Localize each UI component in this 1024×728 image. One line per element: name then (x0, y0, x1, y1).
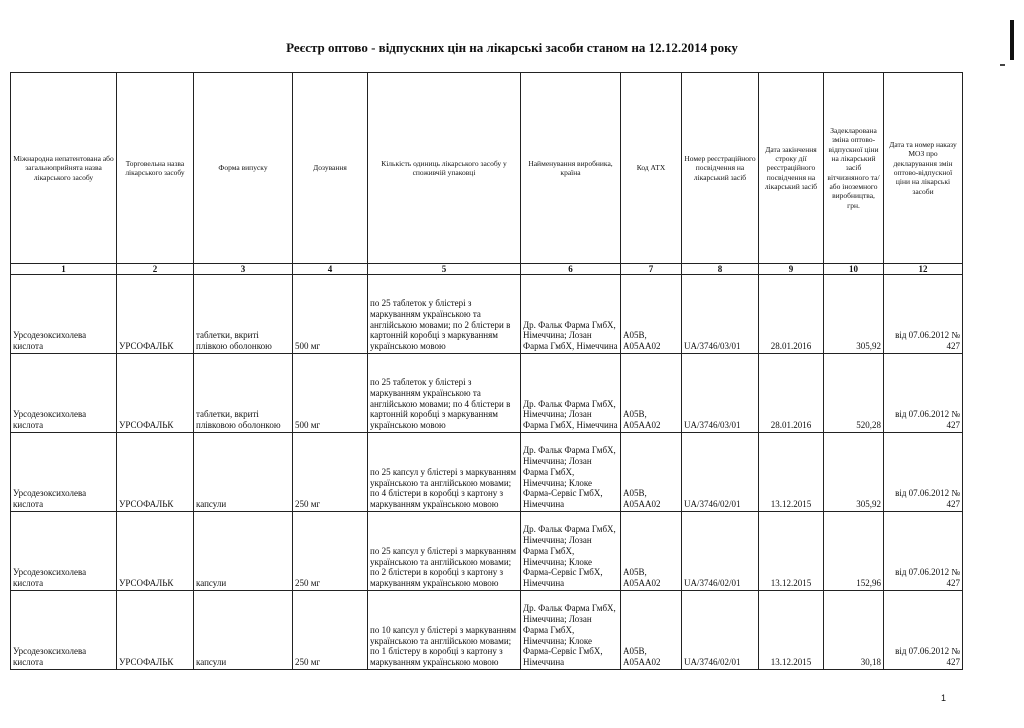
cell-expiry-date: 13.12.2015 (759, 433, 824, 512)
price-registry-table (10, 72, 963, 670)
cell-expiry-date: 28.01.2016 (759, 275, 824, 354)
scan-artifact (1000, 64, 1005, 66)
cell-atc-code: A05B, A05AA02 (621, 433, 682, 512)
cell-price: 305,92 (824, 433, 884, 512)
header-quantity: Кількість одиниць лікарського засобу у споживчій упаковці (368, 73, 521, 264)
cell-form: капсули (194, 591, 293, 670)
cell-quantity: по 25 таблеток у блістері з маркуванням українською та англійською мовами; по 2 блістери в картонній коробці з маркуванням українською мовою (368, 275, 521, 354)
cell-price: 305,92 (824, 275, 884, 354)
header-expiry-date: Дата закінчення строку дії реєстраційного посвідчення на лікарський засіб (759, 73, 824, 264)
cell-manufacturer: Др. Фальк Фарма ГмбХ, Німеччина; Лозан Фарма ГмбХ, Німеччина (521, 354, 621, 433)
header-inn: Міжнародна непатентована або загальноприйнята назва лікарського засобу (11, 73, 117, 264)
cell-expiry-date: 28.01.2016 (759, 354, 824, 433)
cell-dosage: 250 мг (293, 433, 368, 512)
cell-trade-name: УРСОФАЛЬК (117, 354, 194, 433)
cell-order: від 07.06.2012 № 427 (884, 433, 963, 512)
cell-inn: Урсодезоксихолева кислота (11, 275, 117, 354)
cell-dosage: 500 мг (293, 275, 368, 354)
cell-quantity: по 10 капсул у блістері з маркуванням українською та англійською мовами; по 1 блістеру в коробці з картону з маркуванням українською мовою (368, 591, 521, 670)
cell-atc-code: A05B, A05AA02 (621, 512, 682, 591)
header-form: Форма випуску (194, 73, 293, 264)
cell-trade-name: УРСОФАЛЬК (117, 512, 194, 591)
cell-trade-name: УРСОФАЛЬК (117, 433, 194, 512)
page-number: 1 (940, 693, 946, 703)
cell-order: від 07.06.2012 № 427 (884, 354, 963, 433)
column-number: 1 (11, 264, 117, 275)
cell-form: таблетки, вкриті плівкою оболонкою (194, 275, 293, 354)
column-number-row (11, 264, 963, 275)
cell-quantity: по 25 капсул у блістері з маркуванням українською та англійською мовами; по 2 блістери в коробці з картону з маркуванням українською мовою (368, 512, 521, 591)
column-number: 10 (824, 264, 884, 275)
cell-registration-number: UA/3746/03/01 (682, 354, 759, 433)
scan-edge-mark (1010, 20, 1014, 60)
table-row (11, 433, 963, 512)
cell-manufacturer: Др. Фальк Фарма ГмбХ, Німеччина; Лозан Фарма ГмбХ, Німеччина; Клоке Фарма-Сервіс ГмбХ, Німеччина (521, 512, 621, 591)
column-number: 9 (759, 264, 824, 275)
column-number: 8 (682, 264, 759, 275)
cell-order: від 07.06.2012 № 427 (884, 275, 963, 354)
cell-registration-number: UA/3746/02/01 (682, 512, 759, 591)
header-trade-name: Торговельна назва лікарського засобу (117, 73, 194, 264)
cell-form: капсули (194, 433, 293, 512)
column-number: 6 (521, 264, 621, 275)
cell-atc-code: A05B, A05AA02 (621, 275, 682, 354)
header-row (11, 73, 963, 264)
cell-atc-code: A05B, A05AA02 (621, 354, 682, 433)
header-registration-number: Номер реєстраційного посвідчення на лікарський засіб (682, 73, 759, 264)
cell-dosage: 250 мг (293, 591, 368, 670)
cell-registration-number: UA/3746/03/01 (682, 275, 759, 354)
cell-manufacturer: Др. Фальк Фарма ГмбХ, Німеччина; Лозан Фарма ГмбХ, Німеччина (521, 275, 621, 354)
cell-quantity: по 25 капсул у блістері з маркуванням українською та англійською мовами; по 4 блістери в коробці з картону з маркуванням українською мовою (368, 433, 521, 512)
column-number: 3 (194, 264, 293, 275)
cell-dosage: 500 мг (293, 354, 368, 433)
header-declared-price: Задекларована зміна оптово-відпускної ціни на лікарський засіб вітчизняного та/або іноземного виробництва, грн. (824, 73, 884, 264)
cell-price: 30,18 (824, 591, 884, 670)
header-atc-code: Код АТХ (621, 73, 682, 264)
column-number: 2 (117, 264, 194, 275)
table-row (11, 354, 963, 433)
cell-atc-code: A05B, A05AA02 (621, 591, 682, 670)
header-manufacturer: Найменування виробника, країна (521, 73, 621, 264)
column-number: 4 (293, 264, 368, 275)
cell-inn: Урсодезоксихолева кислота (11, 433, 117, 512)
cell-inn: Урсодезоксихолева кислота (11, 512, 117, 591)
cell-form: таблетки, вкриті плівковою оболонкою (194, 354, 293, 433)
column-number: 7 (621, 264, 682, 275)
cell-trade-name: УРСОФАЛЬК (117, 275, 194, 354)
document-title: Реєстр оптово - відпускних цін на лікарські засоби станом на 12.12.2014 року (286, 40, 738, 55)
cell-trade-name: УРСОФАЛЬК (117, 591, 194, 670)
cell-registration-number: UA/3746/02/01 (682, 591, 759, 670)
cell-inn: Урсодезоксихолева кислота (11, 354, 117, 433)
header-order: Дата та номер наказу МОЗ про декларування змін оптово-відпускної ціни на лікарські засоби (884, 73, 963, 264)
header-dosage: Дозування (293, 73, 368, 264)
cell-manufacturer: Др. Фальк Фарма ГмбХ, Німеччина; Лозан Фарма ГмбХ, Німеччина; Клоке Фарма-Сервіс ГмбХ, Німеччина (521, 591, 621, 670)
cell-quantity: по 25 таблеток у блістері з маркуванням українською та англійською мовами; по 4 блістери в картонній коробці з маркуванням українською мовою (368, 354, 521, 433)
cell-inn: Урсодезоксихолева кислота (11, 591, 117, 670)
column-number: 12 (884, 264, 963, 275)
cell-expiry-date: 13.12.2015 (759, 591, 824, 670)
cell-order: від 07.06.2012 № 427 (884, 512, 963, 591)
table-row (11, 512, 963, 591)
table-row (11, 591, 963, 670)
cell-manufacturer: Др. Фальк Фарма ГмбХ, Німеччина; Лозан Фарма ГмбХ, Німеччина; Клоке Фарма-Сервіс ГмбХ, Німеччина (521, 433, 621, 512)
column-number: 5 (368, 264, 521, 275)
cell-registration-number: UA/3746/02/01 (682, 433, 759, 512)
cell-dosage: 250 мг (293, 512, 368, 591)
table-row (11, 275, 963, 354)
cell-price: 152,96 (824, 512, 884, 591)
cell-order: від 07.06.2012 № 427 (884, 591, 963, 670)
cell-expiry-date: 13.12.2015 (759, 512, 824, 591)
cell-price: 520,28 (824, 354, 884, 433)
cell-form: капсули (194, 512, 293, 591)
